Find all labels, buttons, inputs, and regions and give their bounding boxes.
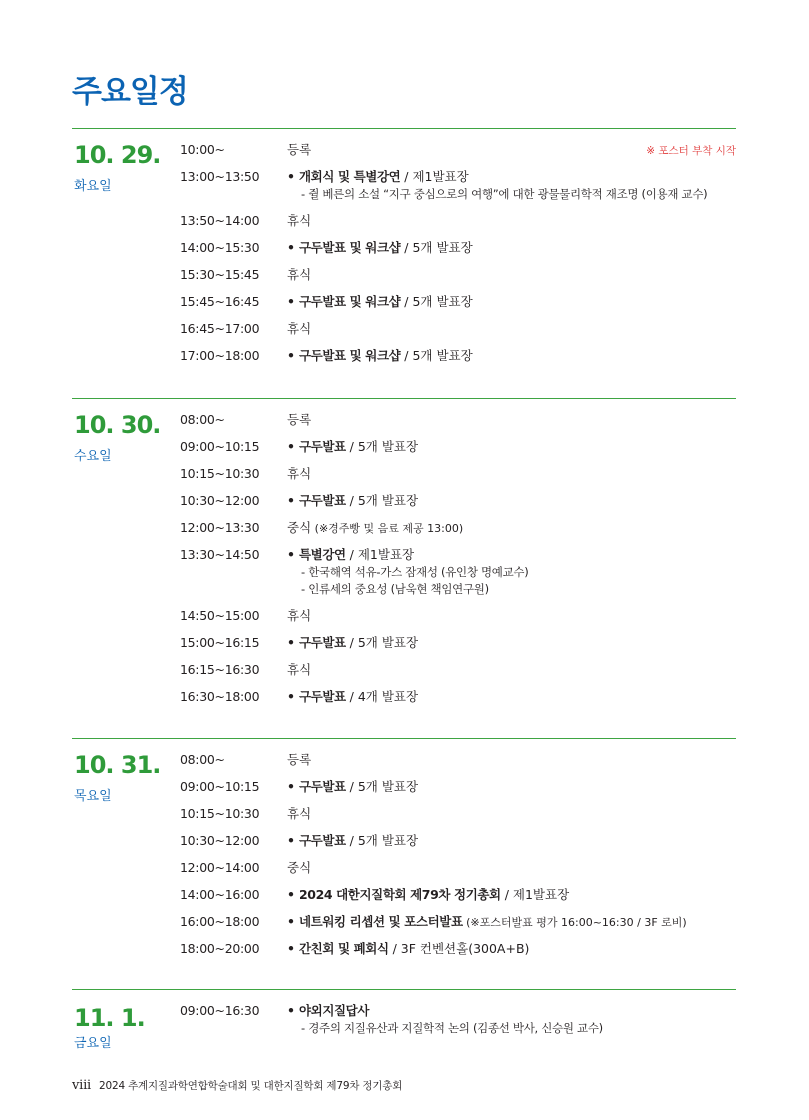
event-line [287,634,736,652]
event-content [287,141,736,159]
event-detail: 휴식 [287,321,312,336]
event-note: (※경주빵 및 음료 제공 13:00) [311,522,464,535]
event-title: 네트워킹 리셉션 및 포스터발표 [298,914,463,929]
event-content [287,634,736,652]
event-line [287,212,736,230]
day-weekday: 금요일 [74,1036,112,1051]
event-line [287,168,736,186]
event-line [287,1002,736,1020]
event-content [287,411,736,429]
time-slot: 10:15~10:30 [180,466,260,481]
event-line [287,266,736,284]
time-slot: 10:30~12:00 [180,493,260,508]
event-title: 구두발표 [298,689,346,704]
schedule-row [180,661,736,688]
event-title: 구두발표 [298,439,346,454]
bullet-icon: • [287,493,295,508]
time-slot: 17:00~18:00 [180,348,260,363]
event-detail: 휴식 [287,213,312,228]
event-note: (※포스터발표 평가 16:00~16:30 / 3F 로비) [462,916,687,929]
event-detail: / 제1발표장 [500,887,570,902]
time-slot: 09:00~10:15 [180,439,260,454]
bullet-icon: • [287,779,295,794]
event-content [287,859,736,877]
bullet-icon: • [287,169,295,184]
event-detail: 휴식 [287,806,312,821]
page-number: viii [72,1078,92,1093]
bullet-icon: • [287,348,295,363]
event-detail: / 제1발표장 [400,169,469,184]
time-slot: 13:50~14:00 [180,213,260,228]
event-line [287,411,736,429]
poster-note: ※ 포스터 부착 시작 [646,145,736,157]
time-slot: 10:15~10:30 [180,806,260,821]
time-slot: 08:00~ [180,412,225,427]
schedule-row [180,492,736,519]
page-footer [72,1078,402,1093]
day-weekday: 목요일 [74,789,112,804]
bullet-icon: • [287,1003,295,1018]
event-detail: / 5개 발표장 [345,439,419,454]
time-slot: 14:00~15:30 [180,240,260,255]
event-content [287,546,736,598]
event-title: 구두발표 및 워크샵 [298,294,401,309]
bullet-icon: • [287,240,295,255]
event-detail: / 5개 발표장 [345,779,419,794]
schedule-row [180,778,736,805]
event-detail: 등록 [287,412,312,427]
schedule-row [180,347,736,374]
event-detail: 등록 [287,752,312,767]
event-detail: / 5개 발표장 [345,635,419,650]
event-content [287,607,736,625]
sub-item: - 한국해역 석유-가스 잠재성 (유인창 명예교수) [301,565,529,579]
event-title: 구두발표 [298,635,346,650]
time-slot: 14:00~16:00 [180,887,260,902]
schedule-row [180,465,736,492]
event-line [287,465,736,483]
schedule-row [180,832,736,859]
schedule-row [180,141,736,168]
day-date: 10. 31. [74,751,161,779]
sub-item: - 인류세의 중요성 (남욱현 책임연구원) [301,582,489,596]
schedule-rows [180,1002,736,1046]
event-line [287,913,736,932]
schedule-row [180,519,736,546]
event-content [287,751,736,769]
event-content [287,519,736,538]
time-slot: 15:30~15:45 [180,267,260,282]
event-line [287,751,736,769]
event-line [287,607,736,625]
event-detail: 중식 [287,860,312,875]
schedule-row [180,940,736,967]
event-line [287,519,736,538]
event-detail: 휴식 [287,267,312,282]
event-content [287,886,736,904]
day-date: 10. 30. [74,411,161,439]
event-title: 2024 대한지질학회 제79차 정기총회 [298,887,501,902]
event-content [287,805,736,823]
schedule-row [180,320,736,347]
time-slot: 12:00~13:30 [180,520,260,535]
schedule-row [180,886,736,913]
event-content [287,347,736,365]
time-slot: 16:30~18:00 [180,689,260,704]
bullet-icon: • [287,887,295,902]
event-content [287,239,736,257]
event-detail: 휴식 [287,662,312,677]
event-line [287,940,736,958]
page-title: 주요일정 [72,74,188,110]
time-slot: 15:45~16:45 [180,294,260,309]
time-slot: 16:15~16:30 [180,662,260,677]
time-slot: 13:30~14:50 [180,547,260,562]
event-content [287,661,736,679]
event-line [287,438,736,456]
schedule-row [180,805,736,832]
event-line [287,886,736,904]
event-line [287,239,736,257]
schedule-row [180,168,736,212]
schedule-row [180,688,736,715]
event-detail: 중식 [287,520,312,535]
schedule-rows [180,751,736,967]
day-weekday: 수요일 [74,449,112,464]
event-detail: / 5개 발표장 [400,348,473,363]
time-slot: 09:00~16:30 [180,1003,260,1018]
time-slot: 14:50~15:00 [180,608,260,623]
time-slot: 18:00~20:00 [180,941,260,956]
day-section-nov-1 [72,989,736,1060]
event-content [287,320,736,338]
event-detail: / 5개 발표장 [400,240,473,255]
schedule-row [180,212,736,239]
sub-item: - 경주의 지질유산과 지질학적 논의 (김종선 박사, 신승원 교수) [301,1021,603,1035]
day-date: 10. 29. [74,141,161,169]
bullet-icon: • [287,833,295,848]
event-content [287,266,736,284]
event-title: 구두발표 및 워크샵 [298,240,401,255]
sub-item: - 쥘 베른의 소설 “지구 중심으로의 여행”에 대한 광물물리학적 재조명 (이용재 교수) [301,187,708,201]
schedule-row [180,859,736,886]
schedule-row [180,239,736,266]
schedule-row [180,411,736,438]
bullet-icon: • [287,294,295,309]
event-content [287,1002,736,1037]
day-section-oct-29 [72,128,736,391]
event-content [287,940,736,958]
time-slot: 15:00~16:15 [180,635,260,650]
event-line [287,778,736,796]
event-content [287,293,736,311]
event-detail: / 4개 발표장 [345,689,419,704]
schedule-rows [180,411,736,715]
schedule-row [180,634,736,661]
event-detail: 등록 [287,142,312,157]
bullet-icon: • [287,547,295,562]
event-detail: / 3F 컨벤션홀(300A+B) [388,941,530,956]
time-slot: 16:00~18:00 [180,914,260,929]
event-line [287,805,736,823]
event-content [287,465,736,483]
bullet-icon: • [287,439,295,454]
event-title: 개회식 및 특별강연 [298,169,401,184]
time-slot: 10:30~12:00 [180,833,260,848]
bullet-icon: • [287,914,295,929]
event-content [287,832,736,850]
event-line [287,492,736,510]
event-line [287,293,736,311]
schedule-row [180,438,736,465]
event-title: 구두발표 [298,833,346,848]
event-title: 구두발표 [298,493,346,508]
event-line [287,320,736,338]
event-title: 야외지질답사 [298,1003,370,1018]
event-content [287,492,736,510]
event-content [287,168,736,203]
day-weekday: 화요일 [74,179,112,194]
footer-text: 2024 추계지질과학연합학술대회 및 대한지질학회 제79차 정기총회 [99,1080,403,1092]
event-title: 특별강연 [298,547,346,562]
event-content [287,913,736,932]
event-line [287,688,736,706]
day-date: 11. 1. [74,1004,145,1032]
event-detail: / 제1발표장 [345,547,415,562]
schedule-row [180,546,736,607]
event-detail: / 5개 발표장 [345,833,419,848]
schedule-row [180,607,736,634]
event-line [287,141,736,159]
schedule-row [180,751,736,778]
event-detail: / 5개 발표장 [400,294,473,309]
event-line [287,859,736,877]
schedule-row [180,913,736,940]
event-content [287,438,736,456]
day-section-oct-31 [72,738,736,981]
bullet-icon: • [287,689,295,704]
event-title: 간친회 및 폐회식 [298,941,389,956]
time-slot: 09:00~10:15 [180,779,260,794]
event-line [287,546,736,564]
schedule-rows [180,141,736,374]
time-slot: 12:00~14:00 [180,860,260,875]
schedule-row [180,293,736,320]
time-slot: 08:00~ [180,752,225,767]
time-slot: 10:00~ [180,142,225,157]
event-content [287,688,736,706]
time-slot: 16:45~17:00 [180,321,260,336]
event-detail: 휴식 [287,608,312,623]
event-detail: 휴식 [287,466,312,481]
event-line [287,347,736,365]
schedule-row [180,1002,736,1046]
event-detail: / 5개 발표장 [345,493,419,508]
event-content [287,212,736,230]
event-line [287,661,736,679]
time-slot: 13:00~13:50 [180,169,260,184]
schedule-row [180,266,736,293]
bullet-icon: • [287,941,295,956]
event-line [287,832,736,850]
event-title: 구두발표 및 워크샵 [298,348,401,363]
day-section-oct-30 [72,398,736,731]
event-title: 구두발표 [298,779,346,794]
bullet-icon: • [287,635,295,650]
event-content [287,778,736,796]
